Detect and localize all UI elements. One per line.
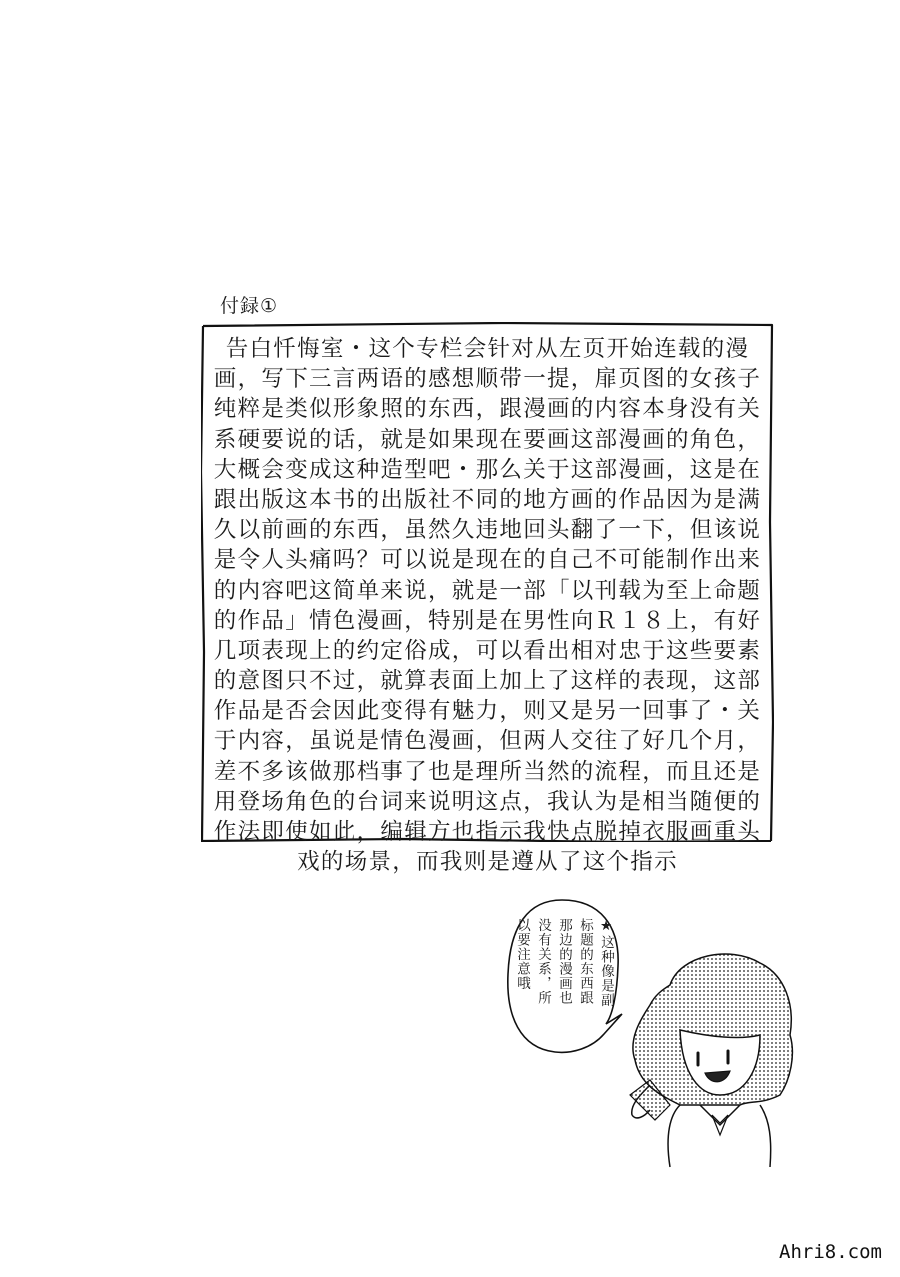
text-line: 戏的场景，而我则是遵从了这个指示 — [297, 849, 678, 876]
text-line: 大概会变成这种造型吧・那么关于这部漫画，这是在 — [213, 456, 762, 483]
text-line: 画，写下三言两语的感想顺带一提，扉页图的女孩子 — [213, 366, 762, 393]
text-line: 用登场角色的台词来说明这点，我认为是相当随便的 — [213, 788, 762, 815]
text-line: 系硬要说的话，就是如果现在要画这部漫画的角色， — [213, 426, 762, 453]
speech-bubble-column: 以要注意哦 — [514, 918, 530, 991]
speech-bubble-column: 没有关系，所 — [535, 918, 551, 1005]
text-line: 的作品」情色漫画，特别是在男性向Ｒ１８上，有好 — [213, 607, 762, 634]
text-line: 久以前画的东西，虽然久违地回头翻了一下，但该说 — [213, 517, 762, 544]
text-line: 差不多该做那档事了也是理所当然的流程，而且还是 — [213, 758, 762, 785]
text-line: 几项表现上的约定俗成，可以看出相对忠于这些要素 — [213, 637, 762, 664]
speech-bubble-column: 那边的漫画也 — [556, 918, 572, 1005]
speech-bubble-column: ★这种像是副 — [598, 918, 614, 1008]
speech-bubble-text — [516, 918, 616, 1008]
text-line: 于内容，虽说是情色漫画，但两人交往了好几个月， — [213, 728, 762, 755]
text-line: 告白忏悔室・这个专栏会针对从左页开始连载的漫 — [225, 336, 750, 362]
page-label: 付録① — [220, 295, 279, 317]
text-line: 的意图只不过，就算表面上加上了这样的表现，这部 — [213, 668, 762, 695]
text-line: 作法即使如此，编辑方也指示我快点脱掉衣服画重头 — [213, 819, 762, 845]
text-line: 是令人头痛吗？可以说是现在的自己不可能制作出来 — [213, 547, 762, 574]
watermark: Ahri8.com — [779, 1241, 882, 1263]
speech-bubble-column: 标题的东西跟 — [577, 918, 593, 1005]
text-line: 跟出版这本书的出版社不同的地方画的作品因为是满 — [213, 486, 762, 513]
essay-text — [201, 334, 774, 877]
girl-illustration — [610, 945, 810, 1170]
text-line: 的内容吧这简单来说，就是一部「以刊载为至上命题 — [213, 577, 762, 604]
essay-text-box — [201, 322, 774, 876]
text-line: 纯粹是类似形象照的东西，跟漫画的内容本身没有关 — [213, 396, 762, 423]
text-line: 作品是否会因此变得有魅力，则又是另一回事了・关 — [213, 698, 762, 725]
